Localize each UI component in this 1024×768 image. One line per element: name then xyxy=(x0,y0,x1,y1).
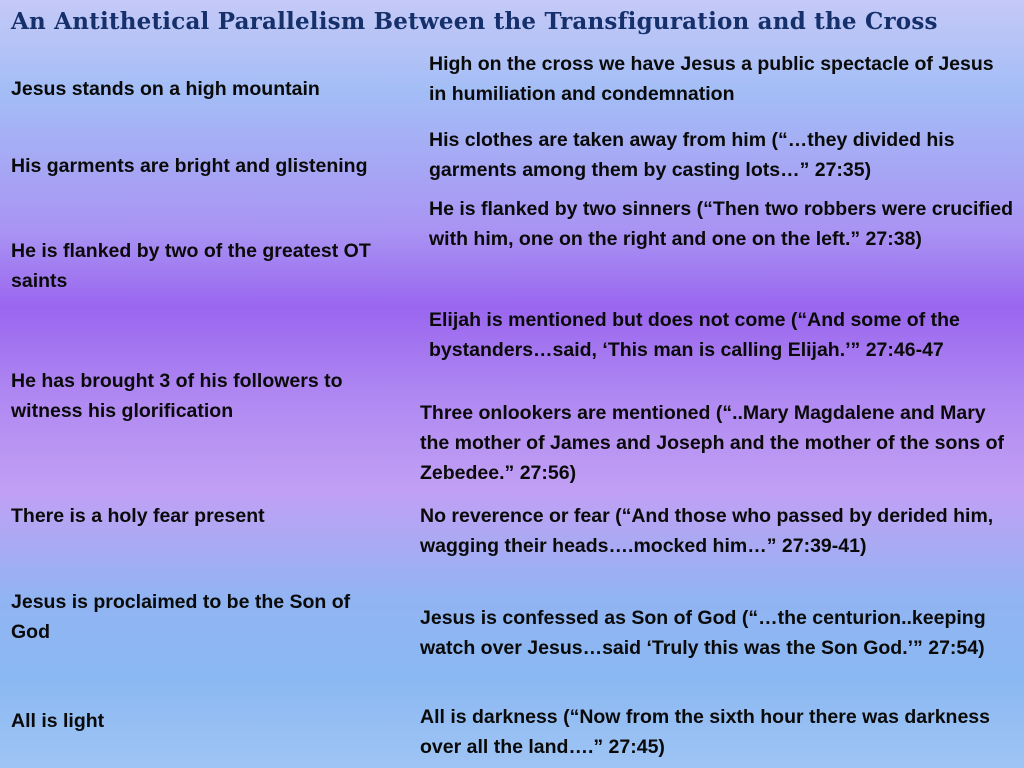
cross-item: He is flanked by two sinners (“Then two robbers were crucified with him, one on the right and one on the left.” 27:38) xyxy=(429,198,1014,250)
transfiguration-item: There is a holy fear present xyxy=(11,505,265,527)
transfiguration-item: All is light xyxy=(11,710,105,732)
transfiguration-item: Jesus stands on a high mountain xyxy=(11,78,320,100)
cross-item: All is darkness (“Now from the sixth hour there was darkness over all the land….” 27:45) xyxy=(420,706,990,758)
transfiguration-item: He is flanked by two of the greatest OT saints xyxy=(11,240,371,292)
cross-item: High on the cross we have Jesus a public spectacle of Jesus in humiliation and condemnation xyxy=(429,53,994,105)
slide-title: An Antithetical Parallelism Between the Transfiguration and the Cross xyxy=(11,8,938,35)
transfiguration-item: He has brought 3 of his followers to witness his glorification xyxy=(11,370,343,422)
cross-item: His clothes are taken away from him (“…they divided his garments among them by casting lots…” 27:35) xyxy=(429,129,955,181)
cross-item: Three onlookers are mentioned (“..Mary Magdalene and Mary the mother of James and Joseph and the mother of the sons of Zebedee.” 27:56) xyxy=(420,402,1004,484)
transfiguration-item: His garments are bright and glistening xyxy=(11,155,368,177)
cross-item: Jesus is confessed as Son of God (“…the centurion..keeping watch over Jesus…said ‘Truly this was the Son God.’” 27:54) xyxy=(420,607,986,659)
cross-item: Elijah is mentioned but does not come (“And some of the bystanders…said, ‘This man is calling Elijah.’” 27:46-47 xyxy=(429,309,960,361)
cross-item: No reverence or fear (“And those who passed by derided him, wagging their heads….mocked him…” 27:39-41) xyxy=(420,505,994,557)
transfiguration-item: Jesus is proclaimed to be the Son of God xyxy=(11,591,351,643)
